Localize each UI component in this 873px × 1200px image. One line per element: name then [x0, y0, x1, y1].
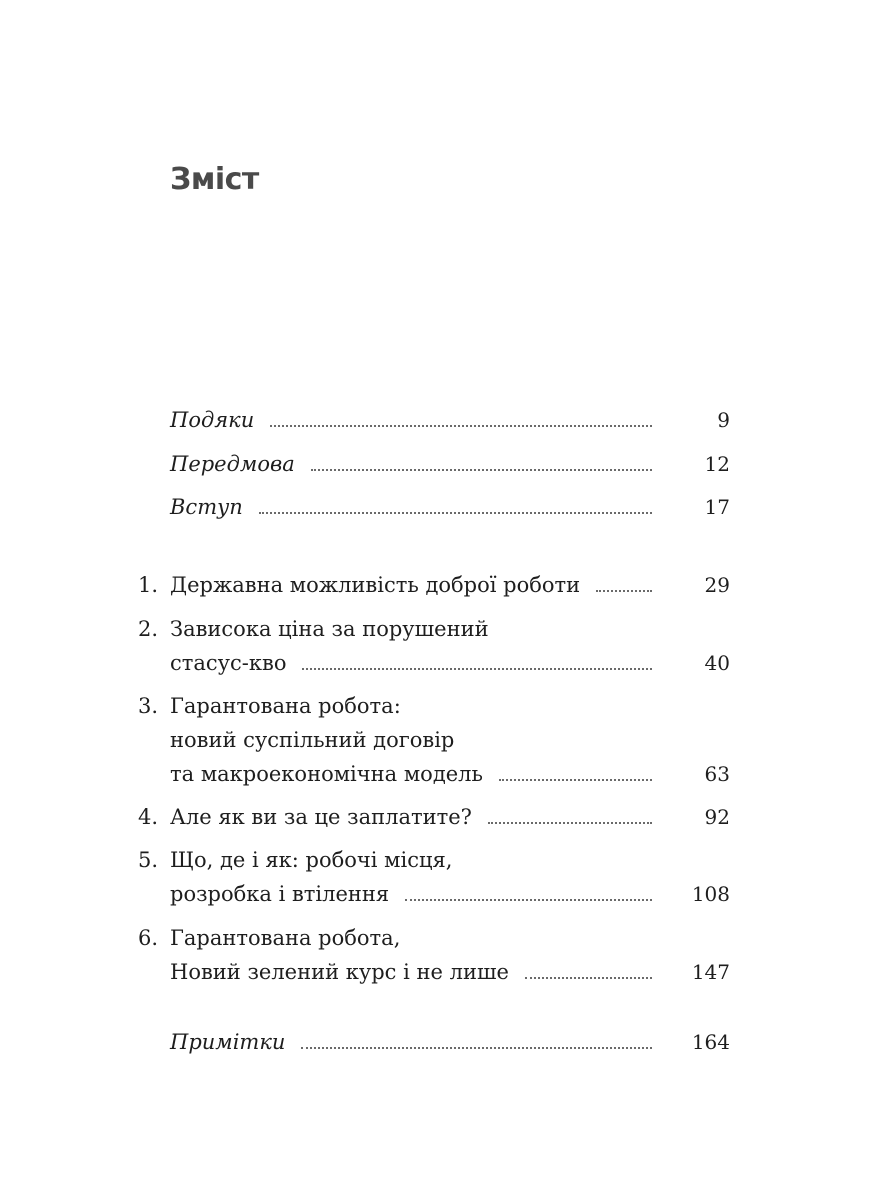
toc-page-number: 108	[691, 882, 730, 906]
chapter-title-line: Державна можливість доброї роботи	[170, 573, 581, 597]
page-title: Зміст	[170, 162, 259, 197]
dot-leader	[270, 425, 652, 427]
toc-entry-label: Вступ	[170, 495, 243, 519]
toc-entry-label: Передмова	[170, 452, 295, 476]
dot-leader	[488, 822, 652, 824]
toc-entry-label: Подяки	[170, 408, 255, 432]
dot-leader	[311, 469, 652, 471]
chapter-number: 6.	[138, 926, 159, 950]
chapter-title-line: Новий зелений курс і не лише	[170, 960, 509, 984]
chapter-title-line: та макроекономічна модель	[170, 762, 483, 786]
toc-page-number: 40	[704, 651, 730, 675]
dot-leader	[259, 512, 652, 514]
toc-page-number: 164	[691, 1030, 730, 1054]
chapter-title-line: Що, де і як: робочі місця,	[170, 848, 453, 872]
dot-leader	[499, 779, 652, 781]
dot-leader	[525, 977, 652, 979]
chapter-title-line: розробка і втілення	[170, 882, 390, 906]
toc-page-number: 29	[704, 573, 730, 597]
chapter-number: 5.	[138, 848, 159, 872]
chapter-title-line: Але як ви за це заплатите?	[170, 805, 472, 829]
chapter-number: 3.	[138, 694, 159, 718]
toc-page-number: 17	[704, 495, 730, 519]
chapter-number: 4.	[138, 805, 159, 829]
dot-leader	[596, 590, 652, 592]
toc-page-number: 63	[704, 762, 730, 786]
chapter-title-line: Зависока ціна за порушений	[170, 617, 489, 641]
dot-leader	[302, 668, 652, 670]
toc-page-number: 9	[717, 408, 730, 432]
chapter-title-line: новий суспільний договір	[170, 728, 455, 752]
dot-leader	[301, 1047, 652, 1049]
chapter-title-line: Гарантована робота:	[170, 694, 401, 718]
toc-page-number: 12	[704, 452, 730, 476]
toc-entry-label: Примітки	[170, 1030, 286, 1054]
chapter-title-line: стасус-кво	[170, 651, 287, 675]
chapter-number: 1.	[138, 573, 159, 597]
chapter-number: 2.	[138, 617, 159, 641]
toc-page-number: 147	[691, 960, 730, 984]
chapter-title-line: Гарантована робота,	[170, 926, 401, 950]
toc-page-number: 92	[704, 805, 730, 829]
dot-leader	[405, 899, 652, 901]
